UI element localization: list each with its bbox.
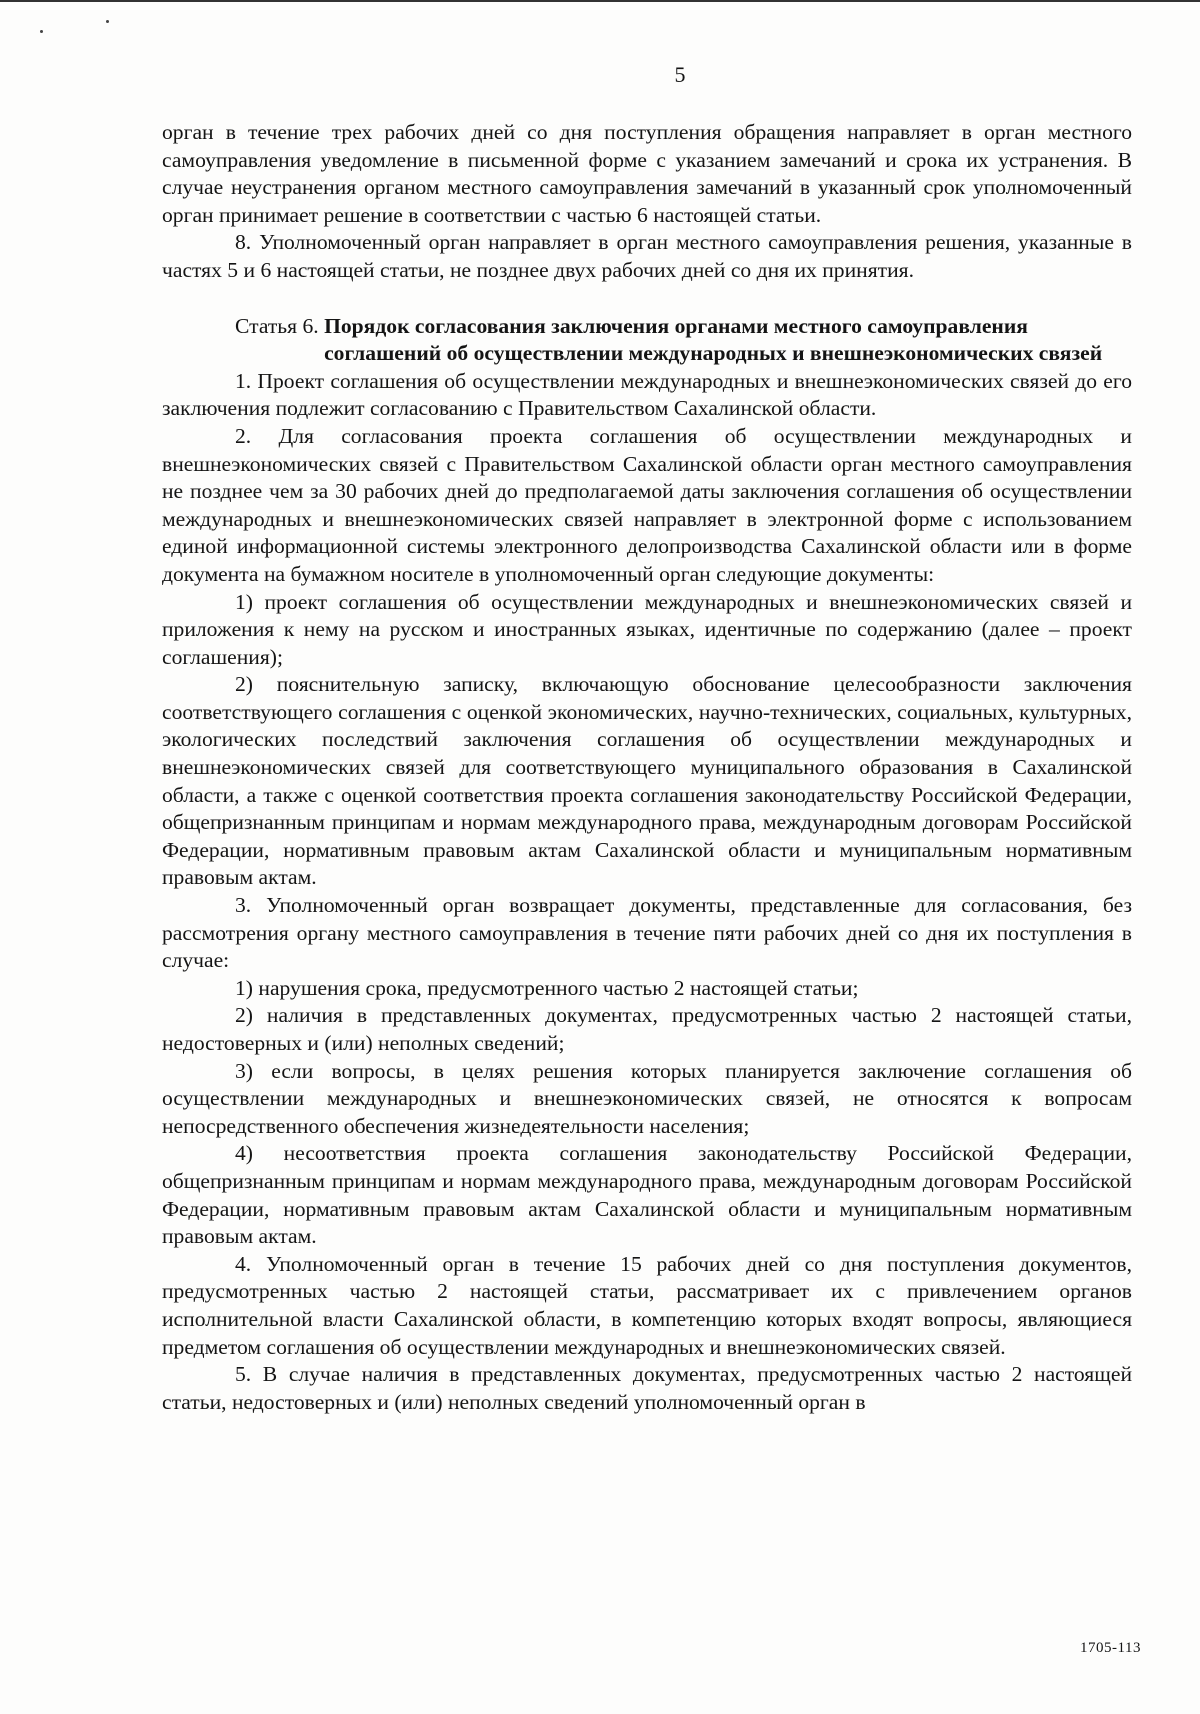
paragraph: 5. В случае наличия в представленных документах, предусмотренных частью 2 настоящей статьи, недостоверных и (или) неполных сведений уполномоченный орган в: [162, 1362, 1132, 1414]
paragraph: 1) проект соглашения об осуществлении международных и внешнеэкономических связей и приложения к нему на русском и иностранных языках, идентичные по содержанию (далее – проект соглашения);: [162, 589, 1132, 669]
paragraph: 2. Для согласования проекта соглашения об осуществлении международных и внешнеэкономических связей с Правительством Сахалинской области орган местного самоуправления не позднее чем за 30 рабочих дней до предполагаемой даты заключения соглашения об осуществлении международных и внешнеэкономических связей направляет в электронной форме с использованием единой информационной системы электронного делопроизводства Сахалинской области или в форме документа на бумажном носителе в уполномоченный орган следующие документы:: [162, 423, 1132, 586]
paragraph: 3. Уполномоченный орган возвращает документы, представленные для согласования, без рассмотрения органу местного самоуправления в течение пяти рабочих дней со дня их поступления в случае:: [162, 893, 1132, 973]
paragraph: 2) наличия в представленных документах, предусмотренных частью 2 настоящей статьи, недостоверных и (или) неполных сведений;: [162, 1003, 1132, 1055]
paragraph: 1) нарушения срока, предусмотренного частью 2 настоящей статьи;: [235, 975, 859, 1000]
paragraph: 3) если вопросы, в целях решения которых планируется заключение соглашения об осуществлении международных и внешнеэкономических связей, не относятся к вопросам непосредственного обеспечения жизнедеятельности населения;: [162, 1058, 1132, 1138]
document-code: 1705-113: [1080, 1640, 1141, 1656]
paragraph: 4. Уполномоченный орган в течение 15 рабочих дней со дня поступления документов, предусмотренных частью 2 настоящей статьи, рассматривает их с привлечением органов исполнительной власти Сахалинской области, в компетенцию которых входят вопросы, являющиеся предметом соглашения об осуществлении международных и внешнеэкономических связей.: [162, 1251, 1132, 1359]
scan-speck: [40, 30, 43, 33]
page-number: 5: [674, 62, 686, 87]
paragraph: орган в течение трех рабочих дней со дня поступления обращения направляет в орган местного самоуправления уведомление в письменной форме с указанием замечаний и срока их устранения. В случае неустранения органом местного самоуправления замечаний в указанный срок уполномоченный орган принимает решение в соответствии с частью 6 настоящей статьи.: [162, 120, 1132, 227]
article-number: Статья 6.: [235, 313, 325, 338]
article-heading: [235, 313, 1132, 368]
paragraph: 2) пояснительную записку, включающую обоснование целесообразности заключения соответствующего соглашения с оценкой экономических, научно-технических, социальных, культурных, экологических последствий заключения соглашения об осуществлении международных и внешнеэкономических связей для соответствующего муниципального образования в Сахалинской области, а также с оценкой соответствия проекта соглашения законодательству Российской Федерации, общепризнанным принципам и нормам международного права, международным договорам Российской Федерации, нормативным правовым актам Сахалинской области и муниципальным нормативным правовым актам.: [162, 672, 1132, 890]
article-title: Порядок согласования заключения органами местного самоуправления соглашений об осуществлении международных и внешнеэкономических связей: [324, 313, 1103, 366]
document-body: [162, 119, 1132, 1416]
paragraph: 1. Проект соглашения об осуществлении международных и внешнеэкономических связей до его заключения подлежит согласованию с Правительством Сахалинской области.: [162, 368, 1132, 421]
paragraph: 4) несоответствия проекта соглашения законодательству Российской Федерации, общепризнанным принципам и нормам международного права, международным договорам Российской Федерации, нормативным правовым актам Сахалинской области и муниципальным нормативным правовым актам.: [162, 1141, 1132, 1249]
scan-speck: [106, 20, 109, 23]
paragraph: 8. Уполномоченный орган направляет в орган местного самоуправления решения, указанные в частях 5 и 6 настоящей статьи, не позднее двух рабочих дней со дня их принятия.: [162, 230, 1132, 282]
scan-top-edge: [0, 0, 1200, 2]
